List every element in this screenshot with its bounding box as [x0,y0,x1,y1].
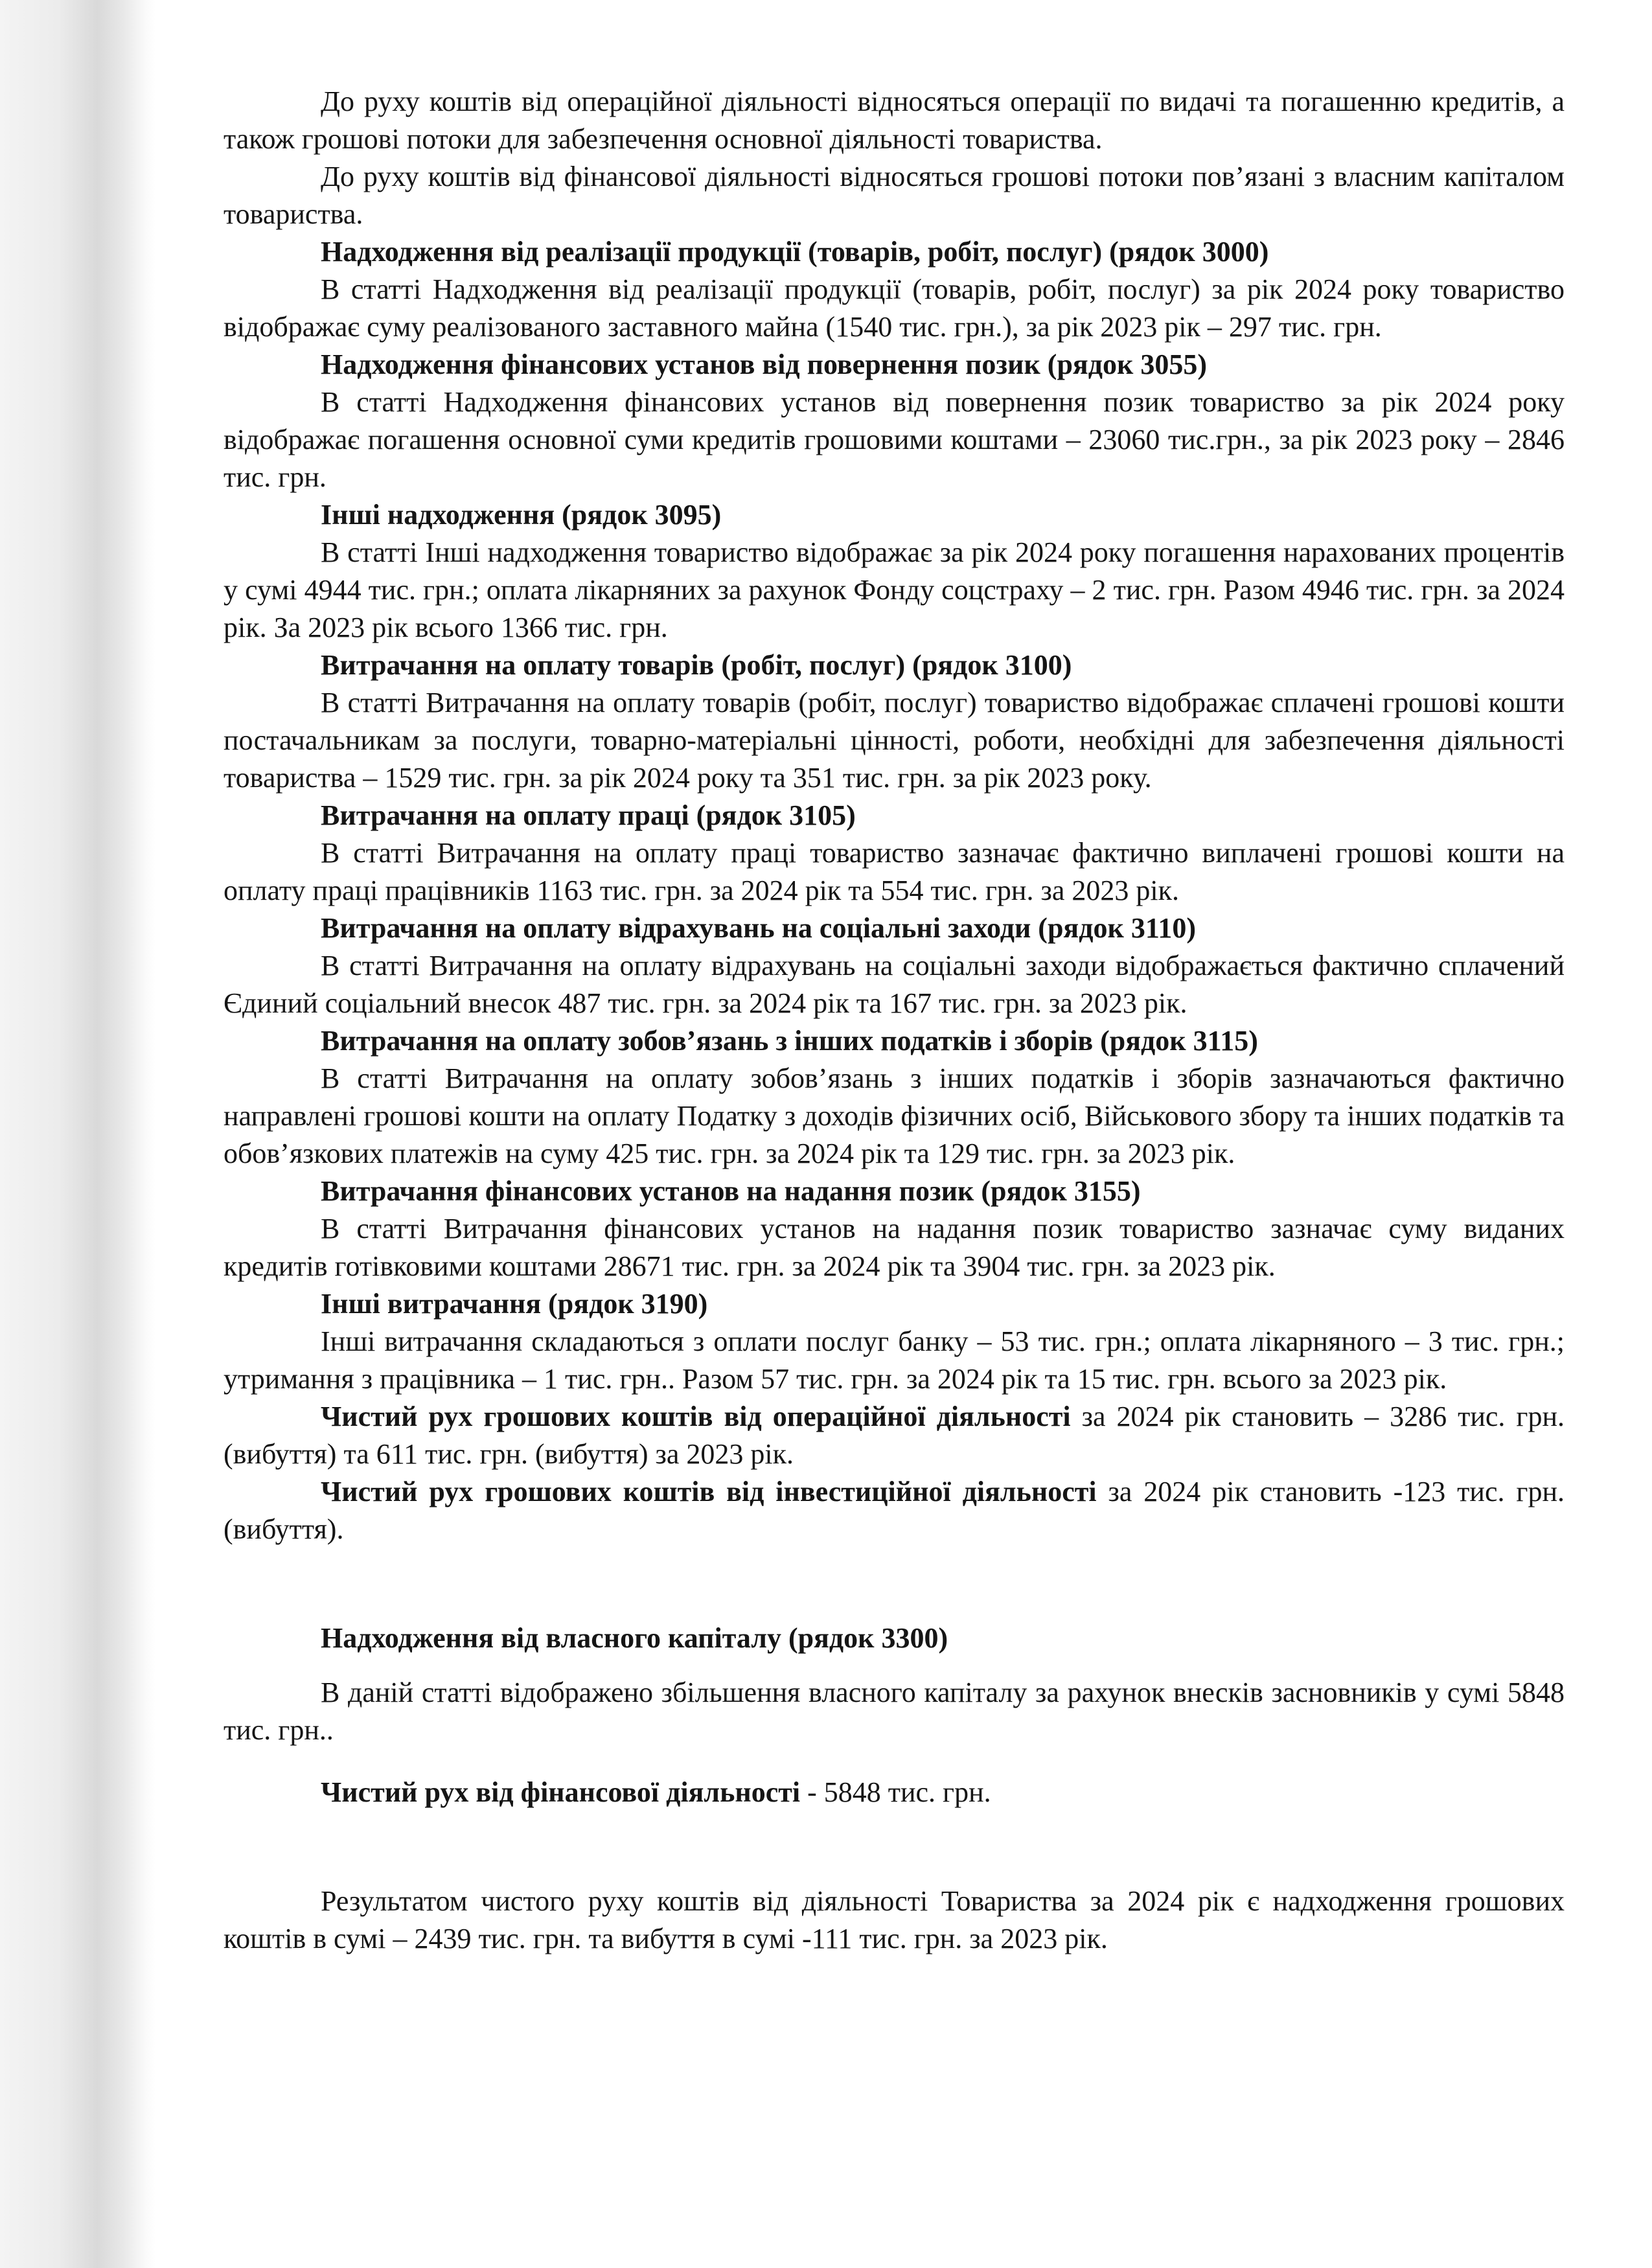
section-text-3105: В статті Витрачання на оплату праці товариство зазначає фактично виплачені грошові кошти на оплату праці працівників 1163 тис. грн. за 2024 рік та 554 тис. грн. за 2023 рік. [224,837,1565,906]
section-text-3300: В даній статті відображено збільшення власного капіталу за рахунок внесків засновників у сумі 5848 тис. грн.. [224,1677,1565,1746]
net-investing-label: Чистий рух грошових коштів від інвестиційної діяльності [321,1476,1097,1507]
net-financing-paragraph [224,1774,1565,1811]
net-financing-value: - 5848 тис. грн. [800,1776,991,1808]
net-financing-label: Чистий рух від фінансової діяльності [321,1776,801,1808]
section-text-3055: В статті Надходження фінансових установ від повернення позик товариство за рік 2024 року відображає погашення основної суми кредитів грошовими коштами – 23060 тис.грн., за рік 2023 року – 2846 тис. грн. [224,386,1565,493]
section-text-3000: В статті Надходження від реалізації продукції (товарів, робіт, послуг) за рік 2024 року товариство відображає суму реалізованого заставного майна (1540 тис. грн.), за рік 2023 рік – 297 тис. грн. [224,273,1565,343]
section-heading-3000: Надходження від реалізації продукції (товарів, робіт, послуг) (рядок 3000) [321,236,1269,268]
spacer [224,1749,1565,1774]
net-operating-paragraph [224,1398,1565,1473]
section-heading-3300: Надходження від власного капіталу (рядок 3300) [321,1622,948,1654]
result-paragraph: Результатом чистого руху коштів від діяльності Товариства за 2024 рік є надходження грошових коштів в сумі – 2439 тис. грн. та вибуття в сумі -111 тис. грн. за 2023 рік. [224,1885,1565,1954]
section-text-3155: В статті Витрачання фінансових установ на надання позик товариство зазначає суму виданих кредитів готівковими коштами 28671 тис. грн. за 2024 рік та 3904 тис. грн. за 2023 рік. [224,1213,1565,1282]
intro-paragraph-operating: До руху коштів від операційної діяльності відносяться операції по видачі та погашенню кредитів, а також грошові потоки для забезпечення основної діяльності товариства. [224,86,1565,155]
intro-paragraph-financing: До руху коштів від фінансової діяльності відносяться грошові потоки пов’язані з власним капіталом товариства. [224,161,1565,230]
section-heading-3100: Витрачання на оплату товарів (робіт, послуг) (рядок 3100) [321,649,1072,681]
net-investing-value: за 2024 рік становить -123 тис. грн. (вибуття). [224,1476,1565,1545]
section-heading-3105: Витрачання на оплату праці (рядок 3105) [321,799,856,831]
net-operating-label: Чистий рух грошових коштів від операційної діяльності [321,1401,1071,1432]
spacer [224,1811,1565,1883]
net-operating-value: за 2024 рік становить – 3286 тис. грн. (вибуття) та 611 тис. грн. (вибуття) за 2023 рік. [224,1401,1565,1470]
section-heading-3095: Інші надходження (рядок 3095) [321,499,722,531]
section-text-3100: В статті Витрачання на оплату товарів (робіт, послуг) товариство відображає сплачені грошові кошти постачальникам за послуги, товарно-матеріальні цінності, роботи, необхідні для забезпечення діяльності товариства – 1529 тис. грн. за рік 2024 року та 351 тис. грн. за рік 2023 року. [224,687,1565,794]
spacer [224,1657,1565,1674]
section-text-3115: В статті Витрачання на оплату зобов’язань з інших податків і зборів зазначаються фактично направлені грошові кошти на оплату Податку з доходів фізичних осіб, Військового збору та інших податків та обов’язкових платежів на суму 425 тис. грн. за 2024 рік та 129 тис. грн. за 2023 рік. [224,1062,1565,1169]
section-text-3110: В статті Витрачання на оплату відрахувань на соціальні заходи відображається фактично сплачений Єдиний соціальний внесок 487 тис. грн. за 2024 рік та 167 тис. грн. за 2023 рік. [224,950,1565,1019]
section-text-3095: В статті Інші надходження товариство відображає за рік 2024 року погашення нарахованих процентів у сумі 4944 тис. грн.; оплата лікарняних за рахунок Фонду соцстраху – 2 тис. грн. Разом 4946 тис. грн. за 2024 рік. За 2023 рік всього 1366 тис. грн. [224,536,1565,643]
net-investing-paragraph [224,1473,1565,1548]
section-heading-3110: Витрачання на оплату відрахувань на соціальні заходи (рядок 3110) [321,912,1197,944]
section-heading-3115: Витрачання на оплату зобов’язань з інших податків і зборів (рядок 3115) [321,1025,1258,1057]
document-page [224,83,1565,1958]
spacer [224,1548,1565,1620]
section-heading-3055: Надходження фінансових установ від повернення позик (рядок 3055) [321,349,1207,380]
section-heading-3155: Витрачання фінансових установ на надання позик (рядок 3155) [321,1175,1141,1207]
section-text-3190: Інші витрачання складаються з оплати послуг банку – 53 тис. грн.; оплата лікарняного – 3 тис. грн.; утримання з працівника – 1 тис. грн.. Разом 57 тис. грн. за 2024 рік та 15 тис. грн. всього за 2023 рік. [224,1325,1565,1395]
section-heading-3190: Інші витрачання (рядок 3190) [321,1288,708,1320]
scan-shadow-edge [0,0,155,2268]
